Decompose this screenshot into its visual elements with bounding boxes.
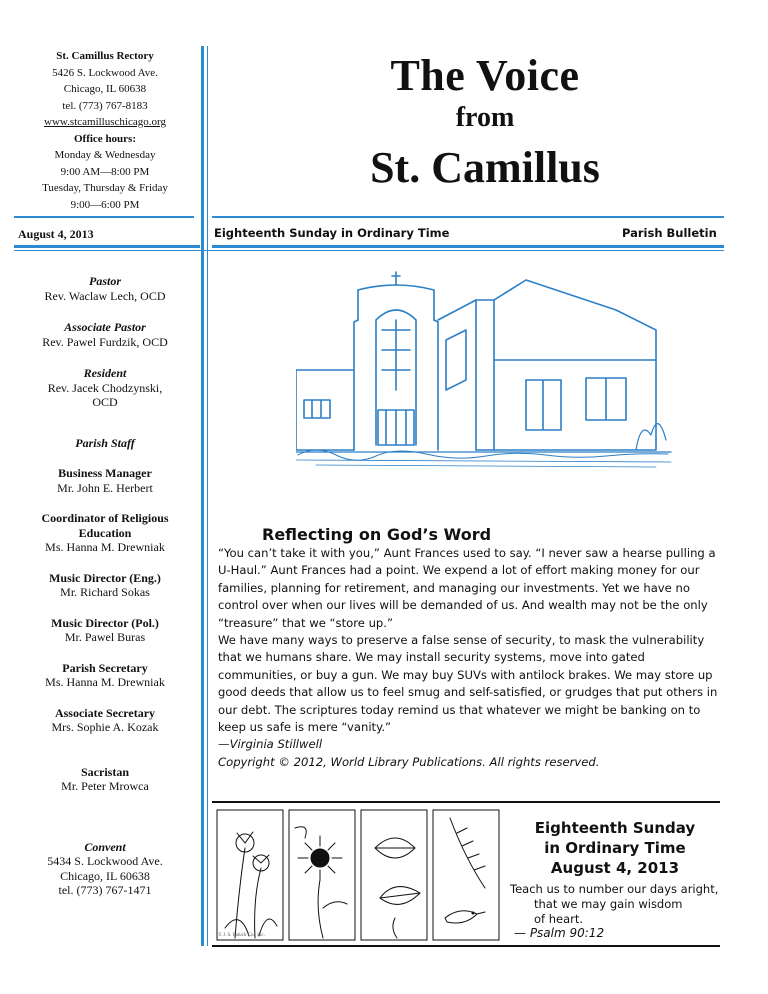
rectory-phone: tel. (773) 767-8183 <box>62 99 148 112</box>
rectory-info <box>10 48 200 213</box>
religious-ed-role-line2: Education <box>78 525 132 540</box>
religious-ed-role-line1: Coordinator of Religious <box>41 511 169 525</box>
rectory-address-line1: 5426 S. Lockwood Ave. <box>52 66 158 79</box>
psalm-verse <box>510 882 720 927</box>
reflection-heading: Reflecting on God’s Word <box>262 525 492 544</box>
bar-rule-right <box>212 245 724 248</box>
sacristan-name: Mr. Peter Mrowca <box>61 779 149 793</box>
convent-heading: Convent <box>84 839 126 854</box>
staff-list <box>10 274 200 898</box>
pastor-name: Rev. Waclaw Lech, OCD <box>44 288 166 303</box>
rectory-website-link[interactable]: www.stcamilluschicago.org <box>44 116 166 128</box>
sunday-box-title <box>510 818 720 878</box>
parish-secretary-name: Ms. Hanna M. Drewniak <box>45 675 165 689</box>
office-hours-days-2: Tuesday, Thursday & Friday <box>42 182 168 194</box>
sunday-box-top-rule <box>212 801 720 803</box>
convent-address-line1: 5434 S. Lockwood Ave. <box>47 854 163 868</box>
associate-secretary-role: Associate Secretary <box>54 705 156 720</box>
associate-pastor-role: Associate Pastor <box>64 320 146 334</box>
office-hours-time-2: 9:00—6:00 PM <box>70 198 140 211</box>
bulletin-date: August 4, 2013 <box>18 227 94 241</box>
sunday-box-line1: Eighteenth Sunday <box>534 819 696 837</box>
sunday-box-line2: in Ordinary Time <box>544 839 686 857</box>
resident-role: Resident <box>83 366 127 380</box>
convent-phone: tel. (773) 767-1471 <box>58 883 152 897</box>
office-hours-days-1: Monday & Wednesday <box>54 149 156 161</box>
parish-secretary-role: Parish Secretary <box>62 660 148 675</box>
psalm-line2: that we may gain wisdom <box>534 897 683 911</box>
associate-pastor-name: Rev. Pawel Furdzik, OCD <box>42 334 168 349</box>
religious-ed-name: Ms. Hanna M. Drewniak <box>45 540 165 554</box>
header-rule-left <box>14 216 194 218</box>
reflection-author: —Virginia Stillwell <box>218 737 323 752</box>
masthead-title-voice: The Voice <box>390 51 580 100</box>
psalm-line1: Teach us to number our days aright, <box>510 882 719 896</box>
bar-rule-thin <box>14 250 724 251</box>
rectory-address-line2: Chicago, IL 60638 <box>63 83 147 95</box>
music-director-eng-name: Mr. Richard Sokas <box>60 585 150 599</box>
business-manager-name: Mr. John E. Herbert <box>57 480 153 495</box>
sunday-box-line3: August 4, 2013 <box>550 859 680 877</box>
parish-bulletin-label: Parish Bulletin <box>622 226 717 240</box>
office-hours-label: Office hours: <box>73 132 136 145</box>
pastor-role: Pastor <box>88 274 121 288</box>
resident-name-line2: OCD <box>92 395 118 409</box>
music-director-pol-name: Mr. Pawel Buras <box>64 630 146 644</box>
reflection-paragraph-2: We have many ways to preserve a false sense of security, to mask the vulnerability that we humans share. We may install security systems, move into gated communities, or buy a gun. We may buy SUVs with antilock brakes. We may store up good deeds that allow us to feel smug and self-satisfied, or grudges that put others in our debt. The scriptures today remind us that whatever we might be banking on to keep us safe is mere “vanity.” <box>218 633 718 735</box>
vertical-rule-main <box>201 46 204 946</box>
psalm-line3: of heart. <box>534 912 584 926</box>
resident-name-line1: Rev. Jacek Chodzynski, <box>47 380 163 395</box>
psalm-citation: — Psalm 90:12 <box>514 926 605 940</box>
associate-secretary-name: Mrs. Sophie A. Kozak <box>51 720 159 734</box>
reflection-copyright: Copyright © 2012, World Library Publications. All rights reserved. <box>218 754 600 769</box>
header-rule-right <box>212 216 724 218</box>
office-hours-time-1: 9:00 AM—8:00 PM <box>60 165 150 178</box>
parish-staff-heading: Parish Staff <box>75 435 135 450</box>
reflection-body <box>218 545 726 771</box>
art-credit: © J. S. Paluch Co., Inc. <box>218 933 265 938</box>
music-director-pol-role: Music Director (Pol.) <box>51 615 159 630</box>
sunday-box-bottom-rule <box>212 945 720 947</box>
sacristan-role: Sacristan <box>81 764 129 779</box>
church-illustration <box>296 260 676 470</box>
reflection-paragraph-1: “You can’t take it with you,” Aunt Frances used to say. “I never saw a hearse pulling a U-Haul.” Aunt Frances had a point. We expend a lot of effort making money for our families, planning for retirement, and managing our investments. Yet we have no control over when our lives will be demanded of us. And wealth may not be the only “treasure” that we “store up.” <box>218 546 716 630</box>
masthead <box>215 50 755 196</box>
flower-panels-illustration <box>215 808 505 943</box>
convent-address-line2: Chicago, IL 60638 <box>60 868 150 883</box>
business-manager-role: Business Manager <box>58 466 152 480</box>
rectory-name: St. Camillus Rectory <box>56 50 154 62</box>
bar-rule-left <box>14 245 200 248</box>
music-director-eng-role: Music Director (Eng.) <box>49 570 161 585</box>
sunday-title: Eighteenth Sunday in Ordinary Time <box>214 226 450 240</box>
masthead-title-from: from <box>455 102 515 133</box>
masthead-title-camillus: St. Camillus <box>370 143 600 192</box>
vertical-rule-inner <box>207 46 208 946</box>
